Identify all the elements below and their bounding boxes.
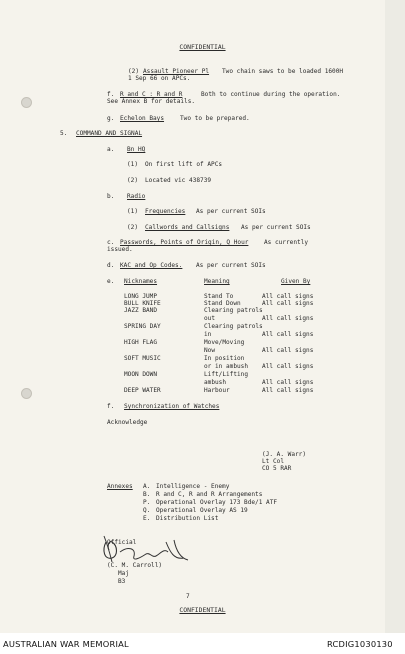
column-header-given-by: Given By (281, 278, 311, 285)
table-cell-nickname: HIGH FLAG (124, 339, 158, 346)
para-a-letter: a. (107, 146, 115, 153)
para-a-label: Bn HQ (127, 146, 146, 153)
table-cell-meaning: or in ambush (204, 363, 249, 370)
signatory-unit: CO 5 RAR (262, 465, 292, 472)
para-b-item-label: Frequencies (145, 208, 186, 215)
table-cell-meaning: Now (204, 347, 216, 354)
para-f-text-cont: See Annex B for details. (107, 98, 196, 105)
table-cell-meaning: Lift/Lifting (204, 371, 249, 378)
acknowledge-text: Acknowledge (107, 419, 148, 426)
table-cell-nickname: LONG JUMP (124, 293, 158, 300)
para-c2-label: Passwords, Points of Origin, Q Hour (120, 239, 249, 246)
archive-reference: RCDIG1030130 (327, 639, 393, 649)
para-b-letter: b. (107, 193, 115, 200)
para-d-letter: d. (107, 262, 115, 269)
table-cell-meaning: Clearing patrols (204, 323, 263, 330)
table-cell-nickname: BULL KNIFE (124, 300, 161, 307)
table-cell-meaning: out (204, 315, 216, 322)
classification-footer: CONFIDENTIAL (179, 606, 226, 614)
table-cell-given-by: All call signs (262, 379, 314, 386)
official-label: Official (107, 539, 137, 546)
column-header-nicknames: Nicknames (124, 278, 158, 285)
para-f2-letter: f. (107, 403, 115, 410)
para-b-item-number: (2) (127, 224, 139, 231)
para-d-text: As per current SOIs (196, 262, 266, 269)
para-a-item-number: (2) (127, 177, 139, 184)
table-cell-meaning: in (204, 331, 212, 338)
official-appointment: B3 (118, 578, 126, 585)
table-cell-nickname: DEEP WATER (124, 387, 161, 394)
para-g-letter: g. (107, 115, 115, 122)
para-g-label: Echelon Bays (120, 115, 165, 122)
para-b-label: Radio (127, 193, 146, 200)
section-title: COMMAND AND SIGNAL (76, 130, 143, 137)
para-c2-letter: c. (107, 239, 115, 246)
para-b-item-number: (1) (127, 208, 139, 215)
annex-title: Operational Overlay 173 Bde/1 ATF (156, 499, 278, 506)
para-f2-label: Synchronization of Watches (124, 403, 220, 410)
table-cell-nickname: SOFT MUSIC (124, 355, 161, 362)
punch-hole (21, 388, 32, 399)
table-cell-nickname: MOON DOWN (124, 371, 158, 378)
para-a-item-text: On first lift of APCs (145, 161, 223, 168)
table-cell-meaning: Move/Moving (204, 339, 245, 346)
archive-name: AUSTRALIAN WAR MEMORIAL (3, 639, 129, 649)
annexes-label: Annexes (107, 483, 133, 490)
para-b-item-label: Callwords and Callsigns (145, 224, 230, 231)
para-a-item-number: (1) (127, 161, 139, 168)
para-c2-text-cont: issued. (107, 246, 133, 253)
annex-letter: A. (143, 483, 151, 490)
official-rank: Maj (118, 570, 130, 577)
annex-title: R and C, R and R Arrangements (156, 491, 263, 498)
annex-letter: E. (143, 515, 151, 522)
para-e-letter: e. (107, 278, 115, 285)
table-cell-given-by: All call signs (262, 347, 314, 354)
para-c-item-number: (2) (128, 68, 140, 75)
para-g-text: Two to be prepared. (180, 115, 250, 122)
para-b-item-text: As per current SOIs (241, 224, 311, 231)
section-number: 5. (60, 130, 68, 137)
para-f-letter: f. (107, 91, 115, 98)
official-name: (C. M. Carroll) (107, 562, 163, 569)
archive-footer (0, 633, 405, 654)
table-cell-given-by: All call signs (262, 293, 314, 300)
para-d-label: KAC and Op Codes. (120, 262, 183, 269)
table-cell-given-by: All call signs (262, 387, 314, 394)
para-f-text: Both to continue during the operation. (201, 91, 341, 98)
para-c2-text: As currently (264, 239, 309, 246)
table-cell-meaning: Stand Down (204, 300, 241, 307)
table-cell-given-by: All call signs (262, 300, 314, 307)
annex-title: Operational Overlay AS 19 (156, 507, 248, 514)
annex-letter: P. (143, 499, 151, 506)
annex-title: Intelligence - Enemy (156, 483, 230, 490)
classification-header: CONFIDENTIAL (179, 43, 226, 51)
para-a-item-text: Located vic 438739 (145, 177, 212, 184)
table-cell-nickname: SPRING DAY (124, 323, 161, 330)
table-cell-meaning: ambush (204, 379, 227, 386)
punch-hole (21, 97, 32, 108)
column-header-meaning: Meaning (204, 278, 230, 285)
annex-title: Distribution List (156, 515, 219, 522)
table-cell-given-by: All call signs (262, 315, 314, 322)
signatory-name: (J. A. Warr) (262, 451, 307, 458)
table-cell-meaning: In position (204, 355, 245, 362)
table-cell-given-by: All call signs (262, 331, 314, 338)
annex-letter: B. (143, 491, 151, 498)
para-c-text: Two chain saws to be loaded 1600H (222, 68, 344, 75)
para-c-text-cont: 1 Sep 66 on APCs. (128, 75, 191, 82)
table-cell-meaning: Stand To (204, 293, 234, 300)
para-c-label: Assault Pioneer Pl (143, 68, 210, 75)
para-f-label: R and C : R and R (120, 91, 183, 98)
table-cell-given-by: All call signs (262, 363, 314, 370)
signatory-rank: Lt Col (262, 458, 285, 465)
table-cell-meaning: Harbour (204, 387, 230, 394)
para-b-item-text: As per current SOIs (196, 208, 266, 215)
table-cell-meaning: Clearing patrols (204, 307, 263, 314)
annex-letter: Q. (143, 507, 151, 514)
page-number: 7 (186, 593, 190, 600)
table-cell-nickname: JAZZ BAND (124, 307, 158, 314)
